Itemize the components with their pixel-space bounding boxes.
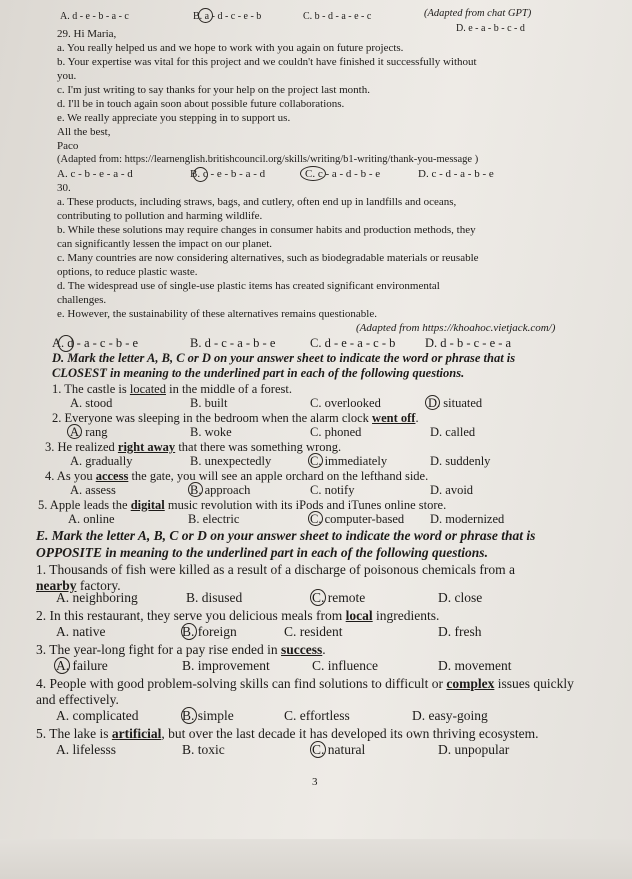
section-e-instruction-1: E. Mark the letter A, B, C or D on your answer sheet to indicate the word or phrase that is <box>36 528 536 543</box>
e-q4-opt-d: D. easy-going <box>412 708 488 723</box>
d-q4-opt-c: C. notify <box>310 483 355 497</box>
answer-circle <box>67 424 82 439</box>
q30-opt-a: A. d - a - c - b - e <box>52 336 139 350</box>
q30-line-a1: a. These products, including straws, bags, and cutlery, often end up in landfills and oceans, <box>57 196 457 208</box>
e-q4-opt-c: C. effortless <box>284 708 350 723</box>
answer-circle <box>181 623 197 640</box>
e-q4-pre: 4. People with good problem-solving skills can find solutions to difficult or <box>36 676 447 691</box>
e-q5-post: , but over the last decade it has developed its own thriving ecosystem. <box>161 726 539 741</box>
top-option-a: A. d - e - b - a - c <box>60 11 129 22</box>
q30-line-e1: e. However, the sustainability of these alternatives remains questionable. <box>57 308 377 320</box>
e-q2-underlined: local <box>345 608 373 623</box>
q30-opt-d: D. d - b - c - e - a <box>425 336 512 350</box>
e-q1-underlined: nearby <box>36 578 77 593</box>
d-q5-pre: 5. Apple leads the <box>38 498 131 512</box>
d-q3-underlined: right away <box>117 440 176 454</box>
d-q4-underlined: access <box>95 469 129 483</box>
d-q4-opt-a: A. assess <box>70 483 116 497</box>
e-q3-opt-d: D. movement <box>438 658 512 673</box>
e-q2-post: ingredients. <box>372 608 440 623</box>
page-bottom-shadow <box>0 839 632 879</box>
top-option-c: C. b - d - a - e - c <box>303 11 372 22</box>
answer-circle <box>198 8 213 23</box>
e-q2-opt-d: D. fresh <box>438 624 482 639</box>
e-q5-pre: 5. The lake is <box>36 726 112 741</box>
d-q5-underlined: digital <box>130 498 165 512</box>
d-q1-stem <box>52 382 292 397</box>
d-q4-opt-d: D. avoid <box>430 483 474 497</box>
d-q5-opt-d: D. modernized <box>430 512 505 526</box>
q30-opt-c: C. d - e - a - c - b <box>310 336 396 350</box>
q30-opt-b: B. d - c - a - b - e <box>190 336 276 350</box>
d-q2-opt-a: A. rang <box>70 425 108 439</box>
e-q5-opt-a: A. lifelesss <box>56 742 116 757</box>
q29-line-e: e. We really appreciate you stepping in to support us. <box>57 112 291 124</box>
e-q4-post: issues quickly <box>494 676 574 691</box>
d-q3-stem <box>45 440 341 455</box>
e-q5-opt-c: C. natural <box>312 742 366 757</box>
e-q1-opt-d: D. close <box>438 590 483 605</box>
e-q4-stem <box>36 676 574 692</box>
e-q5-stem <box>36 726 539 742</box>
answer-circle <box>193 167 208 182</box>
e-q5-opt-b: B. toxic <box>182 742 225 757</box>
d-q2-opt-c: C. phoned <box>310 425 362 439</box>
e-q4-underlined: complex <box>446 676 495 691</box>
d-q3-pre: 3. He realized <box>45 440 118 454</box>
d-q5-post: music revolution with its iPods and iTunes online store. <box>164 498 447 512</box>
answer-circle <box>181 707 197 724</box>
e-q5-underlined: artificial <box>111 726 162 741</box>
e-q3-underlined: success <box>281 642 323 657</box>
e-q1-opt-a: A. neighboring <box>56 590 138 605</box>
d-q4-opt-b: B. approach <box>190 483 251 497</box>
e-q2-pre: 2. In this restaurant, they serve you delicious meals from <box>36 608 346 623</box>
q29-line-b2: you. <box>57 70 77 82</box>
d-q3-opt-a: A. gradually <box>70 454 133 468</box>
chatgpt-note: (Adapted from chat GPT) <box>424 8 532 19</box>
d-q2-underlined: went off <box>372 411 416 425</box>
q29-line-d: d. I'll be in touch again soon about possible future collaborations. <box>57 98 345 110</box>
page-number: 3 <box>312 776 318 788</box>
section-d-instruction-2: CLOSEST in meaning to the underlined part in each of the following questions. <box>52 366 465 380</box>
d-q2-opt-b: B. woke <box>190 425 232 439</box>
d-q1-opt-a: A. stood <box>70 396 113 410</box>
d-q5-opt-a: A. online <box>68 512 115 526</box>
d-q2-post: . <box>415 411 419 425</box>
e-q3-post: . <box>322 642 326 657</box>
e-q1-opt-c: C. remote <box>312 590 366 605</box>
d-q4-stem <box>45 469 428 484</box>
e-q1-opt-b: B. disused <box>186 590 243 605</box>
q29-line-b: b. Your expertise was vital for this project and we couldn't have finished it successfully without <box>57 56 477 68</box>
answer-circle <box>188 482 203 497</box>
q30-source: (Adapted from https://khoahoc.vietjack.com/) <box>356 322 556 334</box>
q30-line-c2: options, to reduce plastic waste. <box>57 266 198 278</box>
answer-circle <box>308 511 323 526</box>
d-q5-opt-c: C. computer-based <box>310 512 405 526</box>
e-q2-stem <box>36 608 439 624</box>
d-q2-stem <box>52 411 419 426</box>
d-q3-post: that there was something wrong. <box>175 440 342 454</box>
d-q5-stem <box>38 498 446 513</box>
q30-line-b2: can significantly lessen the impact on our planet. <box>57 238 273 250</box>
q29-opt-c: C. c - a - d - b - e <box>305 168 381 180</box>
e-q3-stem <box>36 642 326 658</box>
q29-heading: 29. Hi Maria, <box>57 28 117 40</box>
top-option-d: D. e - a - b - c - d <box>456 23 525 34</box>
q30-line-d2: challenges. <box>57 294 107 306</box>
q30-heading: 30. <box>57 182 71 194</box>
q29-line-c: c. I'm just writing to say thanks for your help on the project last month. <box>57 84 370 96</box>
top-option-b: B. a - d - c - e - b <box>193 11 262 22</box>
e-q3-opt-c: C. influence <box>312 658 378 673</box>
d-q4-post: the gate, you will see an apple orchard on the lefthand side. <box>128 469 429 483</box>
d-q1-opt-c: C. overlooked <box>310 396 381 410</box>
section-e-instruction-2: OPPOSITE in meaning to the underlined part in each of the following questions. <box>36 545 488 560</box>
q29-source-text: (Adapted from: https://learnenglish.britishcouncil.org/skills/writing/b1-writing/thank-you-message ) <box>57 154 479 165</box>
answer-circle <box>300 166 326 181</box>
q29-closing: All the best, <box>57 126 111 138</box>
e-q3-opt-a: A. failure <box>56 658 108 673</box>
answer-circle <box>58 335 74 352</box>
section-d-instruction-1: D. Mark the letter A, B, C or D on your answer sheet to indicate the word or phrase that is <box>52 351 516 365</box>
answer-circle <box>310 741 326 758</box>
q29-name: Paco <box>57 140 79 152</box>
d-q3-opt-b: B. unexpectedly <box>190 454 272 468</box>
d-q1-opt-b: B. built <box>190 396 228 410</box>
answer-circle <box>310 589 326 606</box>
q29-opt-a: A. c - b - e - a - d <box>57 168 133 180</box>
q29-line-a: a. You really helped us and we hope to work with you again on future projects. <box>57 42 404 54</box>
e-q5-opt-d: D. unpopular <box>438 742 510 757</box>
answer-circle <box>54 657 70 674</box>
q30-line-c1: c. Many countries are now considering alternatives, such as biodegradable materials or reusable <box>57 252 479 264</box>
e-q4-stem-2: and effectively. <box>36 692 119 707</box>
d-q1-opt-d: D. situated <box>428 396 483 410</box>
e-q4-opt-b: B. simple <box>182 708 234 723</box>
d-q2-pre: 2. Everyone was sleeping in the bedroom when the alarm clock <box>52 411 373 425</box>
e-q2-opt-c: C. resident <box>284 624 343 639</box>
d-q1-pre: 1. The castle is <box>52 382 130 396</box>
q30-line-d1: d. The widespread use of single-use plastic items has created significant environmental <box>57 280 440 292</box>
d-q2-opt-d: D. called <box>430 425 476 439</box>
e-q1-stem: 1. Thousands of fish were killed as a result of a discharge of poisonous chemicals from a <box>36 562 516 577</box>
e-q2-opt-b: B. foreign <box>182 624 237 639</box>
answer-circle <box>308 453 323 468</box>
e-q4-opt-a: A. complicated <box>56 708 139 723</box>
d-q4-pre: 4. As you <box>45 469 96 483</box>
answer-circle <box>425 395 440 410</box>
q29-source <box>57 153 478 166</box>
e-q3-pre: 3. The year-long fight for a pay rise ended in <box>36 642 282 657</box>
d-q5-opt-b: B. electric <box>188 512 240 526</box>
d-q1-post: in the middle of a forest. <box>165 382 292 396</box>
e-q2-opt-a: A. native <box>56 624 106 639</box>
e-q3-opt-b: B. improvement <box>182 658 270 673</box>
d-q3-opt-d: D. suddenly <box>430 454 491 468</box>
d-q1-underlined: located <box>129 382 166 396</box>
d-q3-opt-c: C. immediately <box>310 454 388 468</box>
q30-line-b1: b. While these solutions may require changes in consumer habits and production methods, they <box>57 224 476 236</box>
q29-opt-b: B. c - e - b - a - d <box>190 168 266 180</box>
q30-line-a2: contributing to pollution and harming wildlife. <box>57 210 263 222</box>
q29-opt-d: D. c - d - a - b - e <box>418 168 494 180</box>
e-q1-post: factory. <box>76 578 121 593</box>
